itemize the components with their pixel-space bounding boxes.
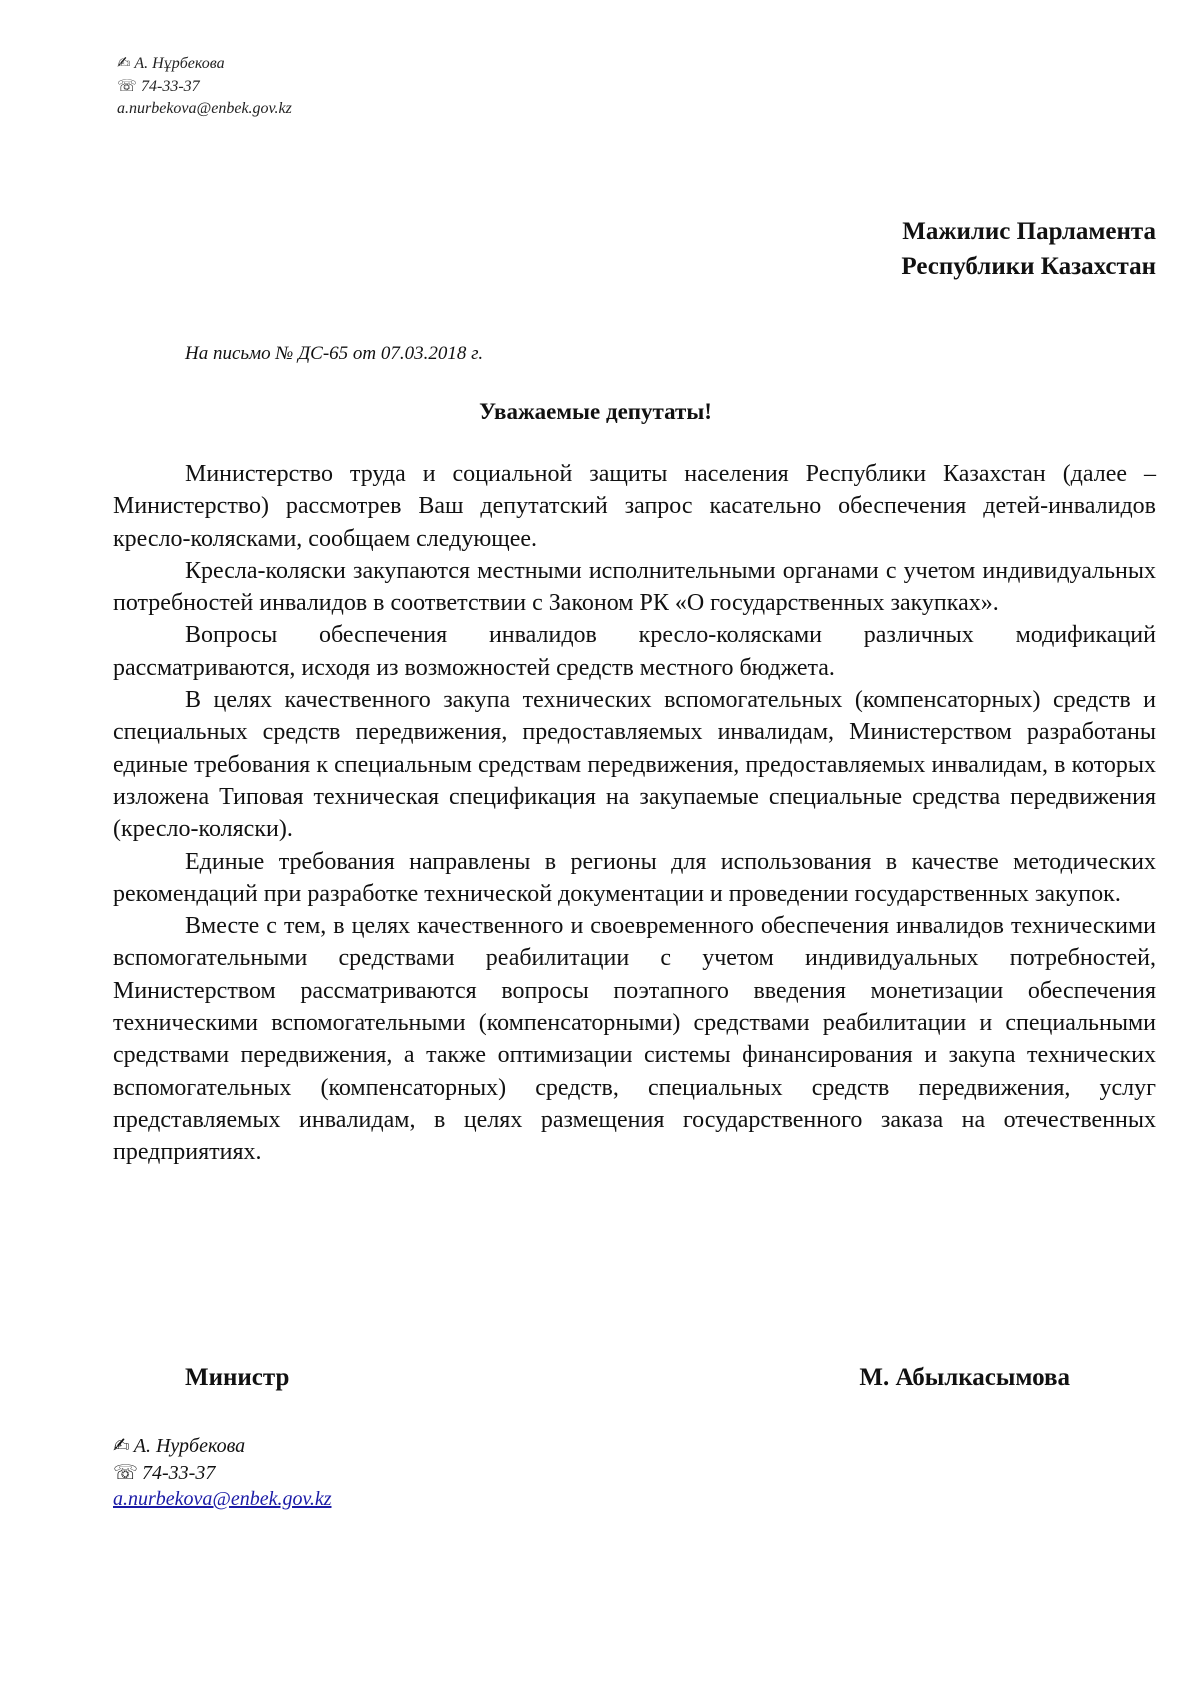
body-paragraph: В целях качественного закупа технических вспомогательных (компенсаторных) средств и специальных средств передвижения, предоставляемых инвалидам, Министерством разработаны единые требования к специальным средствам передвижения, предоставляемых инвалидам, в которых изложена Типовая техническая спецификация на закупаемые специальные средства передвижения (кресло-коляски). [113, 687, 1156, 843]
executor-name: А. Нұрбекова [134, 55, 225, 72]
telephone-icon: ☏ [113, 1460, 139, 1484]
body-paragraph: Вместе с тем, в целях качественного и своевременного обеспечения инвалидов техническими вспомогательными средствами реабилитации с учетом индивидуальных потребностей, Министерством рассматриваются вопросы поэтапного введения монетизации обеспечения техническими вспомогательными (компенсаторными) средствами реабилитации и специальными средствами передвижения, а также оптимизации системы финансирования и закупа технических вспомогательных (компенсаторных) средств, специальных средств передвижения, услуг представляемых инвалидам, в целях размещения государственного заказа на отечественных предприятиях. [113, 913, 1156, 1166]
executor-name-row [113, 1432, 332, 1459]
writing-hand-icon: ✍ [113, 1433, 130, 1457]
signatory-name: М. Абылкасымова [859, 1364, 1070, 1391]
addressee [901, 214, 1156, 284]
executor-email: a.nurbekova@enbek.gov.kz [117, 100, 292, 117]
executor-phone-row [117, 75, 292, 98]
signatory-title: Министр [185, 1364, 290, 1391]
body-paragraph: Министерство труда и социальной защиты населения Республики Казахстан (далее – Министерство) рассмотрев Ваш депутатский запрос касательно обеспечения детей-инвалидов кресло-колясками, сообщаем следующее. [113, 461, 1156, 552]
executor-email-link[interactable]: a.nurbekova@enbek.gov.kz [113, 1488, 332, 1510]
executor-contact-bottom [113, 1432, 332, 1512]
executor-email-row [113, 1486, 332, 1512]
executor-phone-row [113, 1459, 332, 1486]
body-paragraph: Единые требования направлены в регионы для использования в качестве методических рекомендаций при разработке технической документации и проведении государственных закупок. [113, 848, 1156, 907]
salutation: Уважаемые депутаты! [479, 399, 712, 424]
writing-hand-icon: ✍ [117, 53, 131, 72]
letter-reference: На письмо № ДС-65 от 07.03.2018 г. [185, 343, 484, 364]
executor-name-row [117, 52, 292, 75]
addressee-line-2: Республики Казахстан [901, 253, 1156, 280]
body-paragraph: Вопросы обеспечения инвалидов кресло-колясками различных модификаций рассматриваются, исходя из возможностей средств местного бюджета. [113, 622, 1156, 681]
telephone-icon: ☏ [117, 76, 138, 95]
executor-phone: 74-33-37 [141, 78, 200, 95]
executor-name: А. Нурбекова [133, 1435, 246, 1457]
executor-contact-top [117, 52, 292, 120]
executor-phone: 74-33-37 [142, 1462, 216, 1484]
body-paragraph: Кресла-коляски закупаются местными исполнительными органами с учетом индивидуальных потребностей инвалидов в соответствии с Законом РК «О государственных закупках». [113, 557, 1156, 617]
addressee-line-1: Мажилис Парламента [902, 218, 1156, 245]
letter-body [113, 458, 1156, 1169]
